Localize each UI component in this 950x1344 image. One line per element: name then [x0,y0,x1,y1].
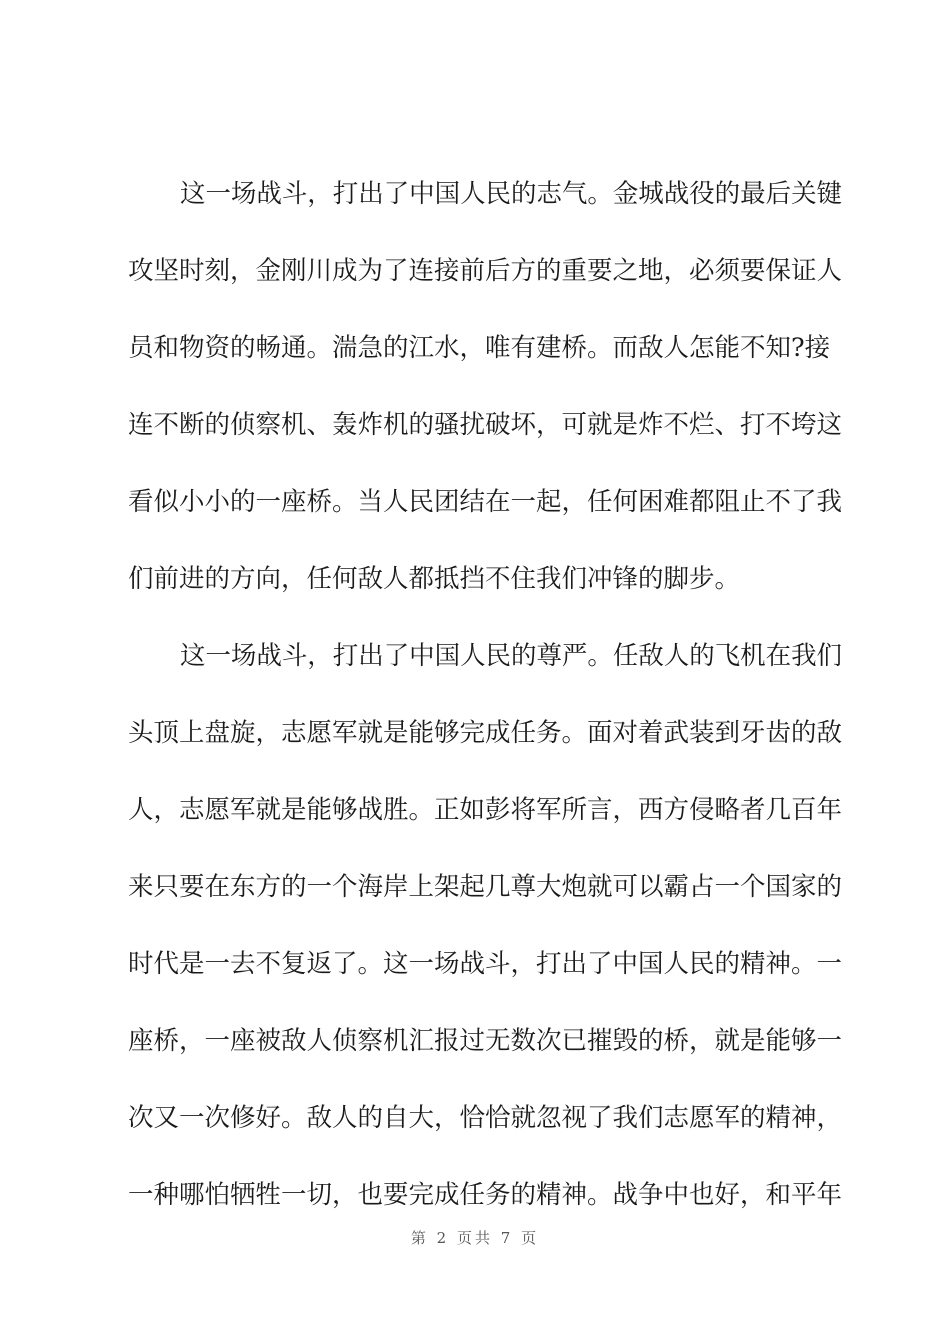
line-text: 来只要在东方的一个海岸上架起几尊大炮就可以霸占一个国家的 [128,872,842,902]
page-number-footer: 第 2 页共 7 页 [410,1229,540,1247]
line-text: 座桥，一座被敌人侦察机汇报过无数次已摧毁的桥，就是能够一 [128,1026,842,1056]
text-line [0,636,950,676]
line-text: 攻坚时刻，金刚川成为了连接前后方的重要之地，必须要保证人 [128,256,842,286]
text-line [0,1021,950,1061]
text-line [0,405,950,445]
line-text: 一种哪怕牺牲一切，也要完成任务的精神。战争中也好，和平年 [128,1180,842,1210]
line-text: 连不断的侦察机、轰炸机的骚扰破坏，可就是炸不烂、打不垮这 [128,410,842,440]
line-text: 看似小小的一座桥。当人民团结在一起，任何困难都阻止不了我 [128,487,842,517]
text-line [0,174,950,214]
line-text: 这一场战斗，打出了中国人民的志气。金城战役的最后关键 [180,179,842,209]
text-line [0,559,950,599]
text-line [0,251,950,291]
line-text: 头顶上盘旋，志愿军就是能够完成任务。面对着武装到牙齿的敌 [128,718,842,748]
text-line [0,328,950,368]
text-line [0,482,950,522]
line-text: 人，志愿军就是能够战胜。正如彭将军所言，西方侵略者几百年 [128,795,842,825]
text-line [0,1175,950,1215]
text-line [0,790,950,830]
line-text: 时代是一去不复返了。这一场战斗，打出了中国人民的精神。一 [128,949,842,979]
text-line [0,1098,950,1138]
line-text: 们前进的方向，任何敌人都抵挡不住我们冲锋的脚步。 [128,564,741,594]
text-line [0,944,950,984]
line-text: 次又一次修好。敌人的自大，恰恰就忽视了我们志愿军的精神， [128,1103,842,1133]
line-text: 员和物资的畅通。湍急的江水，唯有建桥。而敌人怎能不知?接 [128,333,831,363]
text-line [0,867,950,907]
text-line [0,713,950,753]
line-text: 这一场战斗，打出了中国人民的尊严。任敌人的飞机在我们 [180,641,842,671]
